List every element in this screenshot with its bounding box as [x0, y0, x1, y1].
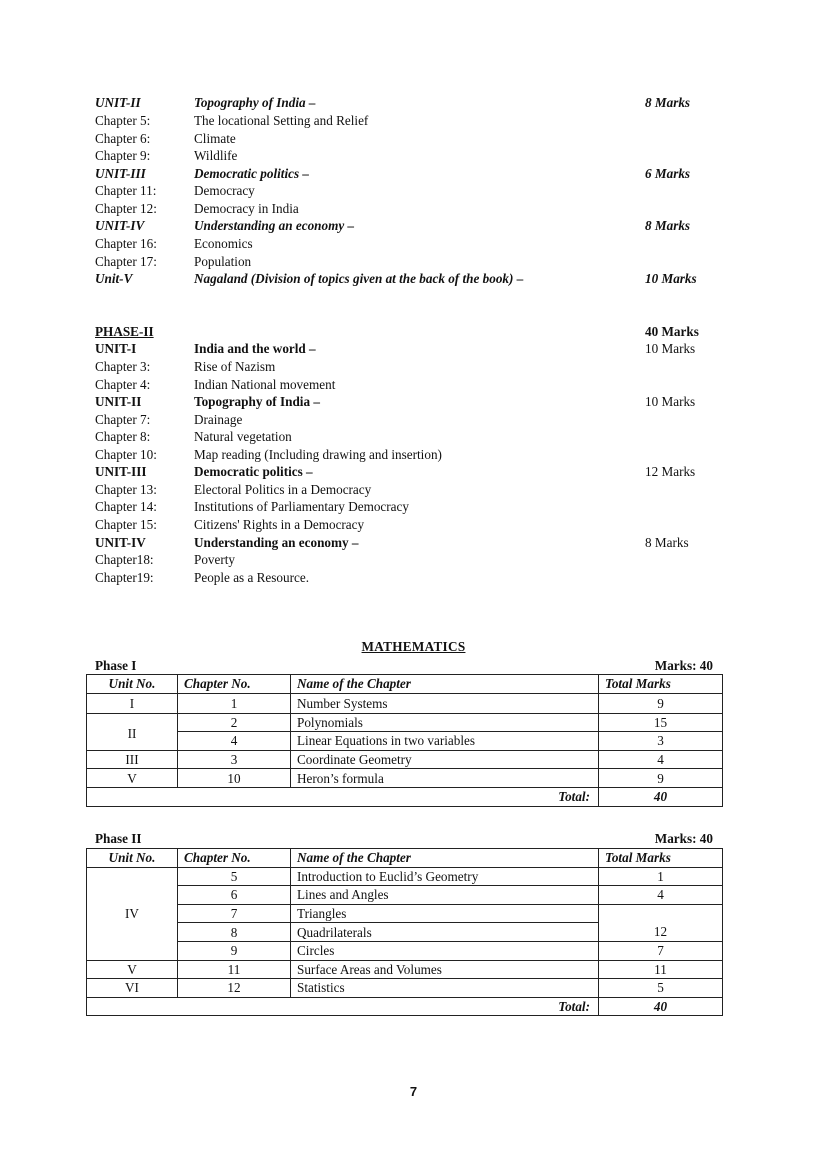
total-value: 40 — [599, 997, 723, 1016]
syllabus-row: Chapter 3: Rise of Nazism — [95, 359, 276, 374]
syllabus-row: Chapter 11: Democracy — [95, 183, 255, 198]
table-row: 7 Triangles — [87, 904, 723, 923]
table-row: 8 Quadrilaterals 12 — [87, 923, 723, 942]
col-header: Total Marks — [599, 675, 723, 694]
table-header-row — [87, 849, 723, 868]
phase2-title: PHASE-II — [95, 324, 154, 339]
table-row: V 10 Heron’s formula 9 — [87, 769, 723, 788]
col-header: Unit No. — [87, 675, 178, 694]
mathematics-title: MATHEMATICS — [361, 639, 466, 654]
math-phase2-label: Phase II — [95, 831, 142, 846]
syllabus-row: Chapter 10: Map reading (Including drawing and insertion) — [95, 447, 442, 462]
phase2-heading — [95, 323, 725, 341]
syllabus-row: Chapter 6: Climate — [95, 131, 236, 146]
syllabus-row: UNIT-II Topography of India – 10 Marks — [95, 394, 696, 409]
table-row: VI 12 Statistics 5 — [87, 979, 723, 998]
math-phase2-table — [86, 848, 723, 1016]
syllabus-row: Chapter 9: Wildlife — [95, 148, 238, 163]
table-row: V 11 Surface Areas and Volumes 11 — [87, 960, 723, 979]
col-header: Name of the Chapter — [291, 849, 599, 868]
syllabus-row: UNIT-II Topography of India – 8 Marks — [95, 95, 691, 110]
total-label: Total: — [87, 997, 599, 1016]
syllabus-row: UNIT-IV Understanding an economy – 8 Marks — [95, 535, 689, 550]
syllabus-row: Chapter19: People as a Resource. — [95, 570, 309, 585]
table-row: 4 Linear Equations in two variables 3 — [87, 732, 723, 751]
syllabus-row: Chapter 8: Natural vegetation — [95, 429, 292, 444]
syllabus-row: Chapter 15: Citizens' Rights in a Democracy — [95, 517, 365, 532]
table-row: IV 5 Introduction to Euclid’s Geometry 1 — [87, 867, 723, 886]
table-total-row — [87, 997, 723, 1016]
syllabus-row: UNIT-III Democratic politics – 12 Marks — [95, 464, 696, 479]
col-header: Total Marks — [599, 849, 723, 868]
col-header: Chapter No. — [178, 849, 291, 868]
math-phase1-label: Phase I — [95, 658, 137, 673]
syllabus-row: Chapter 14: Institutions of Parliamentary Democracy — [95, 499, 409, 514]
col-header: Unit No. — [87, 849, 178, 868]
page-number: 7 — [409, 1084, 418, 1099]
syllabus-row: Chapter 5: The locational Setting and Relief — [95, 113, 369, 128]
syllabus-row: Chapter 16: Economics — [95, 236, 253, 251]
syllabus-row: Chapter 13: Electoral Politics in a Democracy — [95, 482, 372, 497]
syllabus-row: Chapter 17: Population — [95, 254, 252, 269]
table-row: 6 Lines and Angles 4 — [87, 886, 723, 905]
col-header: Chapter No. — [178, 675, 291, 694]
table-row: I 1 Number Systems 9 — [87, 693, 723, 713]
table-total-row — [87, 787, 723, 806]
syllabus-row: Chapter 12: Democracy in India — [95, 201, 299, 216]
total-value: 40 — [599, 787, 723, 806]
math-phase2-marks: Marks: 40 — [654, 831, 713, 846]
phase2-marks: 40 Marks — [645, 324, 699, 339]
syllabus-row: UNIT-IV Understanding an economy – 8 Marks — [95, 218, 691, 233]
syllabus-row: UNIT-III Democratic politics – 6 Marks — [95, 166, 691, 181]
table-row: 9 Circles 7 — [87, 941, 723, 960]
table-row: III 3 Coordinate Geometry 4 — [87, 750, 723, 769]
table-row: II 2 Polynomials 15 — [87, 713, 723, 732]
math-phase1-heading — [95, 657, 713, 675]
math-phase1-marks: Marks: 40 — [654, 658, 713, 673]
syllabus-row: Chapter 7: Drainage — [95, 412, 243, 427]
syllabus-row: UNIT-I India and the world – 10 Marks — [95, 341, 696, 356]
math-phase2-heading — [95, 830, 713, 848]
col-header: Name of the Chapter — [291, 675, 599, 694]
math-phase1-table — [86, 674, 723, 807]
table-header-row — [87, 675, 723, 694]
syllabus-row: Chapter18: Poverty — [95, 552, 236, 567]
total-label: Total: — [87, 787, 599, 806]
syllabus-row: Unit-V Nagaland (Division of topics given at the back of the book) – 10 Marks — [95, 271, 697, 286]
syllabus-row: Chapter 4: Indian National movement — [95, 377, 336, 392]
